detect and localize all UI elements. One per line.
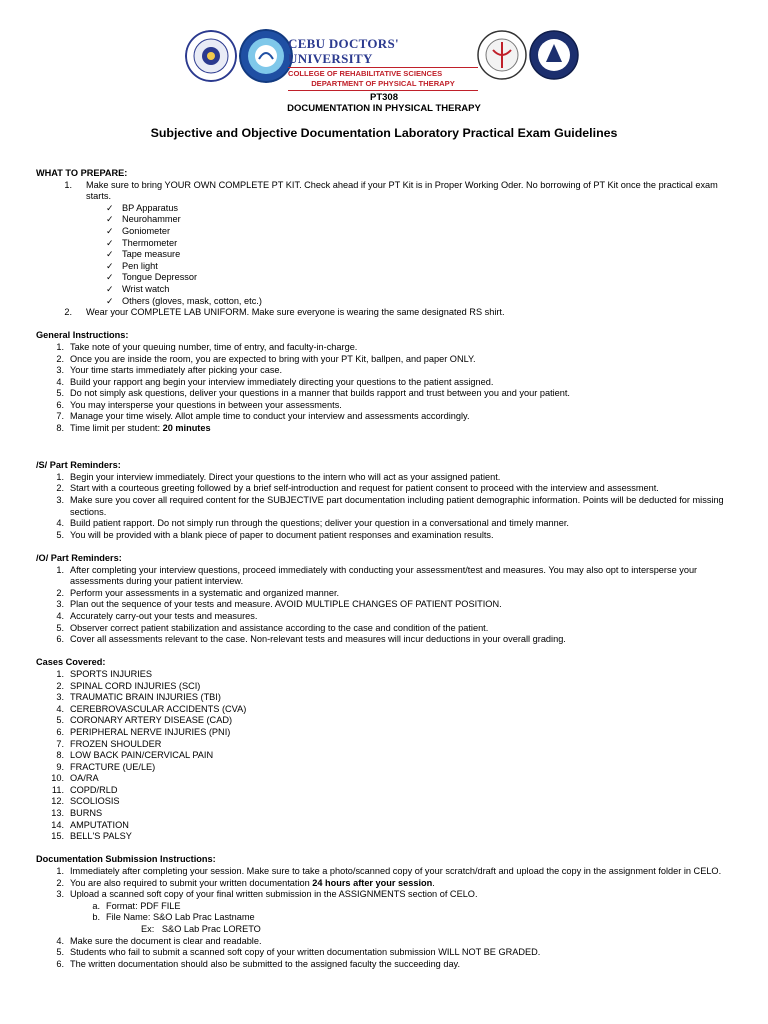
list-number: 6. (56, 634, 64, 645)
list-text: COPD/RLD (70, 784, 118, 795)
document-title: Subjective and Objective Documentation Laboratory Practical Exam Guidelines (150, 126, 618, 140)
list-text: PERIPHERAL NERVE INJURIES (PNI) (70, 726, 231, 737)
checklist-item (36, 214, 736, 226)
filename-example (36, 924, 736, 936)
list-text: Upload a scanned soft copy of your final written submission in the ASSIGNMENTS section of CELO. (70, 889, 478, 900)
rehab-sciences-seal-logo (239, 29, 293, 83)
college-name: COLLEGE OF REHABILITATIVE SCIENCES (288, 69, 443, 78)
list-item (36, 831, 736, 843)
list-number: 1. (56, 471, 64, 482)
list-text (70, 423, 736, 435)
list-number: 4. (56, 518, 64, 529)
list-item (36, 750, 736, 762)
list-number: 6. (56, 399, 64, 410)
list-text: You will be provided with a blank piece of paper to document patient responses and examination results. (70, 529, 494, 540)
checkmark-icon: ✓ (106, 295, 114, 306)
list-text: FRACTURE (UE/LE) (70, 761, 156, 772)
example-text: Ex: S&O Lab Prac LORETO (141, 924, 261, 934)
list-item (36, 796, 736, 808)
checklist-text: Pen light (122, 260, 158, 271)
list-text: Once you are inside the room, you are expected to bring with your PT Kit, ballpen, and paper ONLY. (70, 353, 476, 364)
course-code: PT308 (370, 92, 398, 103)
checklist-item (36, 284, 736, 296)
checkmark-icon: ✓ (106, 283, 114, 294)
list-text: Immediately after completing your session. Make sure to take a photo/scanned copy of your scratch/draft and upload the copy in the assignment folder in CELO. (70, 866, 722, 877)
list-number: 4. (56, 935, 64, 946)
list-number: 7. (56, 411, 64, 422)
list-item (36, 588, 736, 600)
list-text: BELL'S PALSY (70, 831, 132, 842)
list-item (36, 354, 736, 366)
sub-list-item (36, 901, 736, 913)
list-text: Start with a courteous greeting followed by a brief self-introduction and request for patient consent to proceed with the interview and assessment. (70, 483, 659, 494)
list-text: Accurately carry-out your tests and measures. (70, 610, 258, 621)
list-item (36, 411, 736, 423)
list-text: AMPUTATION (70, 819, 129, 830)
list-number: 3. (56, 495, 64, 506)
list-number: 15. (51, 831, 64, 842)
list-item (36, 530, 736, 542)
list-item (36, 820, 736, 832)
list-text: Wear your COMPLETE LAB UNIFORM. Make sure everyone is wearing the same designated RS shirt. (86, 307, 505, 318)
checkmark-icon: ✓ (106, 202, 114, 213)
spacer (36, 319, 736, 331)
checkmark-icon: ✓ (106, 272, 114, 283)
general-instructions-list (36, 342, 736, 423)
spacer (36, 435, 736, 449)
submission-deadline-text: You are also required to submit your written documentation (70, 877, 313, 888)
list-text: Begin your interview immediately. Direct your questions to the intern who will act as your assigned patient. (70, 471, 501, 482)
list-item (36, 623, 736, 635)
spacer (36, 449, 736, 461)
list-item (36, 773, 736, 785)
list-number: 5. (56, 388, 64, 399)
list-item (36, 307, 736, 319)
list-item (36, 377, 736, 389)
list-item (36, 866, 736, 878)
list-item (36, 365, 736, 377)
checkmark-icon: ✓ (106, 260, 114, 271)
list-item (36, 715, 736, 727)
subjective-heading: /S/ Part Reminders: (36, 460, 121, 471)
list-number: 4. (56, 610, 64, 621)
list-text: Your time starts immediately after picking your case. (70, 365, 283, 376)
list-number: 8. (56, 750, 64, 761)
pt-department-seal-logo (477, 30, 527, 80)
list-item (36, 472, 736, 484)
rule-line (288, 67, 478, 68)
list-number: 3. (56, 599, 64, 610)
organization-seal-logo (529, 30, 579, 80)
list-text: Cover all assessments relevant to the case. Non-relevant tests and measures will incur deductions in your overall grading. (70, 634, 566, 645)
checklist-text: Others (gloves, mask, cotton, etc.) (122, 295, 262, 306)
list-item (36, 878, 736, 890)
list-item (36, 727, 736, 739)
checkmark-icon: ✓ (106, 249, 114, 260)
list-item (36, 889, 736, 901)
university-name: CEBU DOCTORS' UNIVERSITY (288, 36, 399, 66)
checklist-item (36, 249, 736, 261)
list-text: The written documentation should also be submitted to the assigned faculty the succeeding day. (70, 958, 461, 969)
submission-deadline-bold: 24 hours after your session (312, 877, 433, 888)
list-number: 9. (56, 761, 64, 772)
list-text: CEREBROVASCULAR ACCIDENTS (CVA) (70, 703, 247, 714)
list-text: Build patient rapport. Do not simply run through the questions; deliver your question in a conversational and timely manner. (70, 518, 569, 529)
checkmark-icon: ✓ (106, 237, 114, 248)
list-item (36, 692, 736, 704)
list-number: 2. (64, 307, 72, 318)
list-text: You may intersperse your questions in between your assessments. (70, 399, 342, 410)
list-text: SPORTS INJURIES (70, 668, 153, 679)
checklist-text: Thermometer (122, 237, 178, 248)
checklist-text: Goniometer (122, 225, 171, 236)
list-number: 5. (56, 947, 64, 958)
list-number: 1. (56, 341, 64, 352)
submission-heading: Documentation Submission Instructions: (36, 854, 216, 865)
checklist-item (36, 203, 736, 215)
list-text: Make sure to bring YOUR OWN COMPLETE PT KIT. Check ahead if your PT Kit is in Proper Working Oder. No borrowing of PT Kit once the practical exam starts. (86, 179, 718, 202)
list-item (36, 611, 736, 623)
list-item (36, 704, 736, 716)
list-text: Make sure the document is clear and readable. (70, 935, 262, 946)
general-heading: General Instructions: (36, 330, 129, 341)
list-text: FROZEN SHOULDER (70, 738, 162, 749)
list-item (36, 681, 736, 693)
list-number: 3. (56, 889, 64, 900)
spacer (36, 843, 736, 855)
list-text: After completing your interview questions, proceed immediately with conducting your assessment/test and measures. You may also opt to intersperse your assessments during your patient interview. (70, 564, 698, 587)
list-number: 5. (56, 529, 64, 540)
list-number: 11. (51, 784, 64, 795)
objective-heading: /O/ Part Reminders: (36, 553, 122, 563)
list-item (36, 599, 736, 611)
sub-list-item (36, 912, 736, 924)
list-text: BURNS (70, 808, 103, 819)
list-item (36, 947, 736, 959)
list-number: 7. (56, 738, 64, 749)
list-item (36, 342, 736, 354)
list-item (36, 669, 736, 681)
list-item (36, 936, 736, 948)
spacer (36, 646, 736, 658)
list-text: Students who fail to submit a scanned soft copy of your written documentation submission WILL NOT BE GRADED. (70, 947, 541, 958)
checklist-text: Tongue Depressor (122, 272, 198, 283)
list-number: 1. (64, 179, 72, 190)
checkmark-icon: ✓ (106, 214, 114, 225)
list-text: CORONARY ARTERY DISEASE (CAD) (70, 715, 233, 726)
time-limit-label: Time limit per student: (70, 423, 163, 434)
list-number: 5. (56, 622, 64, 633)
list-number: 2. (56, 353, 64, 364)
list-number: 6. (56, 958, 64, 969)
document-body (36, 168, 736, 970)
list-item (36, 180, 736, 203)
course-title: DOCUMENTATION IN PHYSICAL THERAPY (287, 103, 481, 114)
list-item (36, 495, 736, 518)
checklist-item (36, 272, 736, 284)
list-text: Format: PDF FILE (106, 900, 181, 911)
checklist-text: Neurohammer (122, 214, 181, 225)
list-number: 2. (56, 587, 64, 598)
list-item (36, 400, 736, 412)
spacer (36, 541, 736, 553)
list-text: SCOLIOSIS (70, 796, 120, 807)
cases-list (36, 669, 736, 843)
list-text: Perform your assessments in a systematic and organized manner. (70, 587, 340, 598)
checklist-item (36, 226, 736, 238)
list-item (36, 762, 736, 774)
checklist-text: Tape measure (122, 249, 181, 260)
list-item (36, 518, 736, 530)
checklist-item (36, 261, 736, 273)
rule-line (288, 90, 478, 91)
pt-kit-checklist (36, 203, 736, 307)
list-number: 3. (56, 365, 64, 376)
university-seal-logo (185, 30, 237, 82)
prepare-heading: WHAT TO PREPARE: (36, 168, 128, 178)
checklist-text: BP Apparatus (122, 202, 179, 213)
time-limit-value: 20 minutes (162, 423, 211, 434)
list-text (70, 878, 736, 890)
list-item (36, 959, 736, 971)
list-text: LOW BACK PAIN/CERVICAL PAIN (70, 750, 214, 761)
list-text: Observer correct patient stabilization and assistance according to the case and condition of the patient. (70, 622, 489, 633)
department-name: DEPARTMENT OF PHYSICAL THERAPY (311, 79, 455, 88)
list-text: Do not simply ask questions, deliver your questions in a manner that builds rapport and trust between you and your patient. (70, 388, 570, 399)
list-number: 2. (56, 483, 64, 494)
list-number: 10. (51, 773, 64, 784)
list-number: 4. (56, 376, 64, 387)
list-number: 2. (56, 877, 64, 888)
list-text: Plan out the sequence of your tests and measure. AVOID MULTIPLE CHANGES OF PATIENT POSITION. (70, 599, 502, 610)
list-text: Build your rapport ang begin your interview immediately directing your questions to the patient assigned. (70, 376, 494, 387)
list-item (36, 739, 736, 751)
list-number: 12. (51, 796, 64, 807)
list-item (36, 483, 736, 495)
list-number: 5. (56, 715, 64, 726)
list-number: 6. (56, 726, 64, 737)
list-text: Manage your time wisely. Allot ample time to conduct your interview and assessments accordingly. (70, 411, 470, 422)
list-letter: b. (92, 912, 100, 923)
checklist-item (36, 238, 736, 250)
list-text: File Name: S&O Lab Prac Lastname (106, 912, 255, 923)
list-number: 13. (51, 808, 64, 819)
list-item (36, 565, 736, 588)
list-number: 1. (56, 668, 64, 679)
list-number: 1. (56, 866, 64, 877)
list-item (36, 388, 736, 400)
list-item (36, 423, 736, 435)
checkmark-icon: ✓ (106, 225, 114, 236)
list-number: 4. (56, 703, 64, 714)
list-text: Take note of your queuing number, time of entry, and faculty-in-charge. (70, 341, 358, 352)
checklist-item (36, 296, 736, 308)
list-number: 14. (51, 819, 64, 830)
subjective-reminders-list (36, 472, 736, 542)
list-text: Make sure you cover all required content for the SUBJECTIVE part documentation including patient demographic information. Points will be deducted for missing sections. (70, 495, 724, 517)
list-number: 2. (56, 680, 64, 691)
list-text: TRAUMATIC BRAIN INJURIES (TBI) (70, 692, 221, 703)
cases-heading: Cases Covered: (36, 657, 106, 668)
submission-deadline-suffix: . (432, 877, 435, 888)
objective-reminders-list (36, 565, 736, 646)
list-text: SPINAL CORD INJURIES (SCI) (70, 680, 201, 691)
list-number: 8. (56, 423, 64, 434)
list-item (36, 808, 736, 820)
list-item (36, 785, 736, 797)
checklist-text: Wrist watch (122, 283, 170, 294)
list-number: 3. (56, 692, 64, 703)
list-text: OA/RA (70, 773, 99, 784)
list-number: 1. (56, 564, 64, 575)
list-letter: a. (92, 900, 100, 911)
letterhead-text (288, 36, 478, 92)
list-item (36, 634, 736, 646)
